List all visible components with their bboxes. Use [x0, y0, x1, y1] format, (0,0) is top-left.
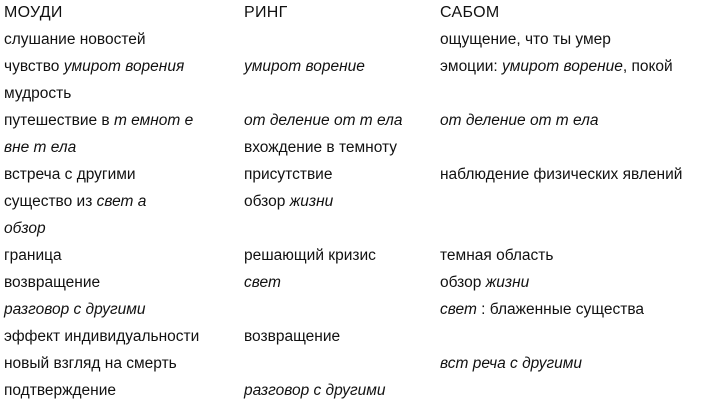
table-cell: [4, 323, 240, 350]
term-text: : блаженные существа: [476, 301, 645, 318]
table-cell: [4, 377, 240, 404]
term-text: существо из: [4, 193, 97, 210]
term-italic: умирот ворение: [502, 58, 623, 75]
table-cell: [244, 161, 434, 188]
table-cell: [244, 80, 434, 107]
term-italic: вне т ела: [4, 139, 77, 156]
table-cell: [4, 296, 240, 323]
term-text: эмоции:: [440, 58, 502, 75]
term-text: возвращение: [244, 328, 341, 345]
table-cell: [4, 26, 240, 53]
term-italic: свет: [440, 301, 477, 318]
column-ring: [244, 0, 434, 404]
column-rows: [440, 26, 718, 404]
table-cell: [440, 53, 718, 80]
table-cell: [244, 134, 434, 161]
term-italic: вст реча с другими: [440, 355, 583, 372]
table-cell: [244, 296, 434, 323]
term-italic: от деление от т ела: [440, 112, 599, 129]
column-header-moody: МОУДИ: [4, 4, 63, 21]
table-cell: [440, 161, 718, 188]
term-italic: жизни: [485, 274, 530, 291]
table-cell: [440, 269, 718, 296]
table-cell: [4, 134, 240, 161]
term-italic: т емнот е: [113, 112, 194, 129]
table-cell: [244, 107, 434, 134]
term-italic: свет а: [96, 193, 147, 210]
term-text: решающий кризис: [244, 247, 376, 264]
term-text: путешествие в: [4, 112, 114, 129]
table-cell: [440, 296, 718, 323]
term-text: присутствие: [244, 166, 333, 183]
column-sabom: [440, 0, 718, 404]
table-cell: [244, 188, 434, 215]
table-cell: [4, 53, 240, 80]
table-cell: [244, 242, 434, 269]
term-text: ощущение, что ты умер: [440, 31, 611, 48]
table-cell: [244, 26, 434, 53]
term-text: подтверждение: [4, 382, 116, 399]
term-text: , покой: [622, 58, 673, 75]
table-cell: [440, 26, 718, 53]
term-text: новый взгляд на смерть: [4, 355, 177, 372]
table-cell: [4, 107, 240, 134]
table-cell: [440, 215, 718, 242]
table-cell: [244, 215, 434, 242]
term-text: граница: [4, 247, 62, 264]
table-cell: [440, 80, 718, 107]
term-text: темная область: [440, 247, 554, 264]
term-text: возвращение: [4, 274, 101, 291]
column-rows: [244, 26, 434, 404]
column-header-sabom: САБОМ: [440, 4, 500, 21]
table-cell: [244, 377, 434, 404]
term-text: мудрость: [4, 85, 72, 102]
table-cell: [4, 242, 240, 269]
table-cell: [244, 269, 434, 296]
term-text: встреча с другими: [4, 166, 136, 183]
term-italic: обзор: [4, 220, 46, 237]
table-cell: [4, 269, 240, 296]
term-text: эффект индивидуальности: [4, 328, 200, 345]
table-cell: [4, 215, 240, 242]
table-cell: [244, 350, 434, 377]
table-cell: [4, 80, 240, 107]
table-cell: [440, 188, 718, 215]
term-text: обзор: [244, 193, 290, 210]
table-cell: [4, 188, 240, 215]
term-italic: от деление от т ела: [244, 112, 403, 129]
term-text: чувство: [4, 58, 64, 75]
term-italic: разговор с другими: [4, 301, 146, 318]
table-cell: [440, 107, 718, 134]
term-text: обзор: [440, 274, 486, 291]
term-italic: умирот ворение: [244, 58, 365, 75]
table-cell: [244, 53, 434, 80]
column-header-ring: РИНГ: [244, 4, 288, 21]
term-italic: умирот ворения: [63, 58, 185, 75]
term-text: вхождение в темноту: [244, 139, 398, 156]
table-cell: [440, 377, 718, 404]
term-italic: жизни: [289, 193, 334, 210]
table-cell: [4, 350, 240, 377]
table-cell: [244, 323, 434, 350]
term-text: слушание новостей: [4, 31, 146, 48]
table-cell: [440, 242, 718, 269]
column-moody: [4, 0, 240, 404]
table-cell: [440, 323, 718, 350]
term-italic: разговор с другими: [244, 382, 386, 399]
table-cell: [4, 161, 240, 188]
table-cell: [440, 350, 718, 377]
table-cell: [440, 134, 718, 161]
term-italic: свет: [244, 274, 281, 291]
column-rows: [4, 26, 240, 404]
term-text: наблюдение физических явлений: [440, 166, 683, 183]
